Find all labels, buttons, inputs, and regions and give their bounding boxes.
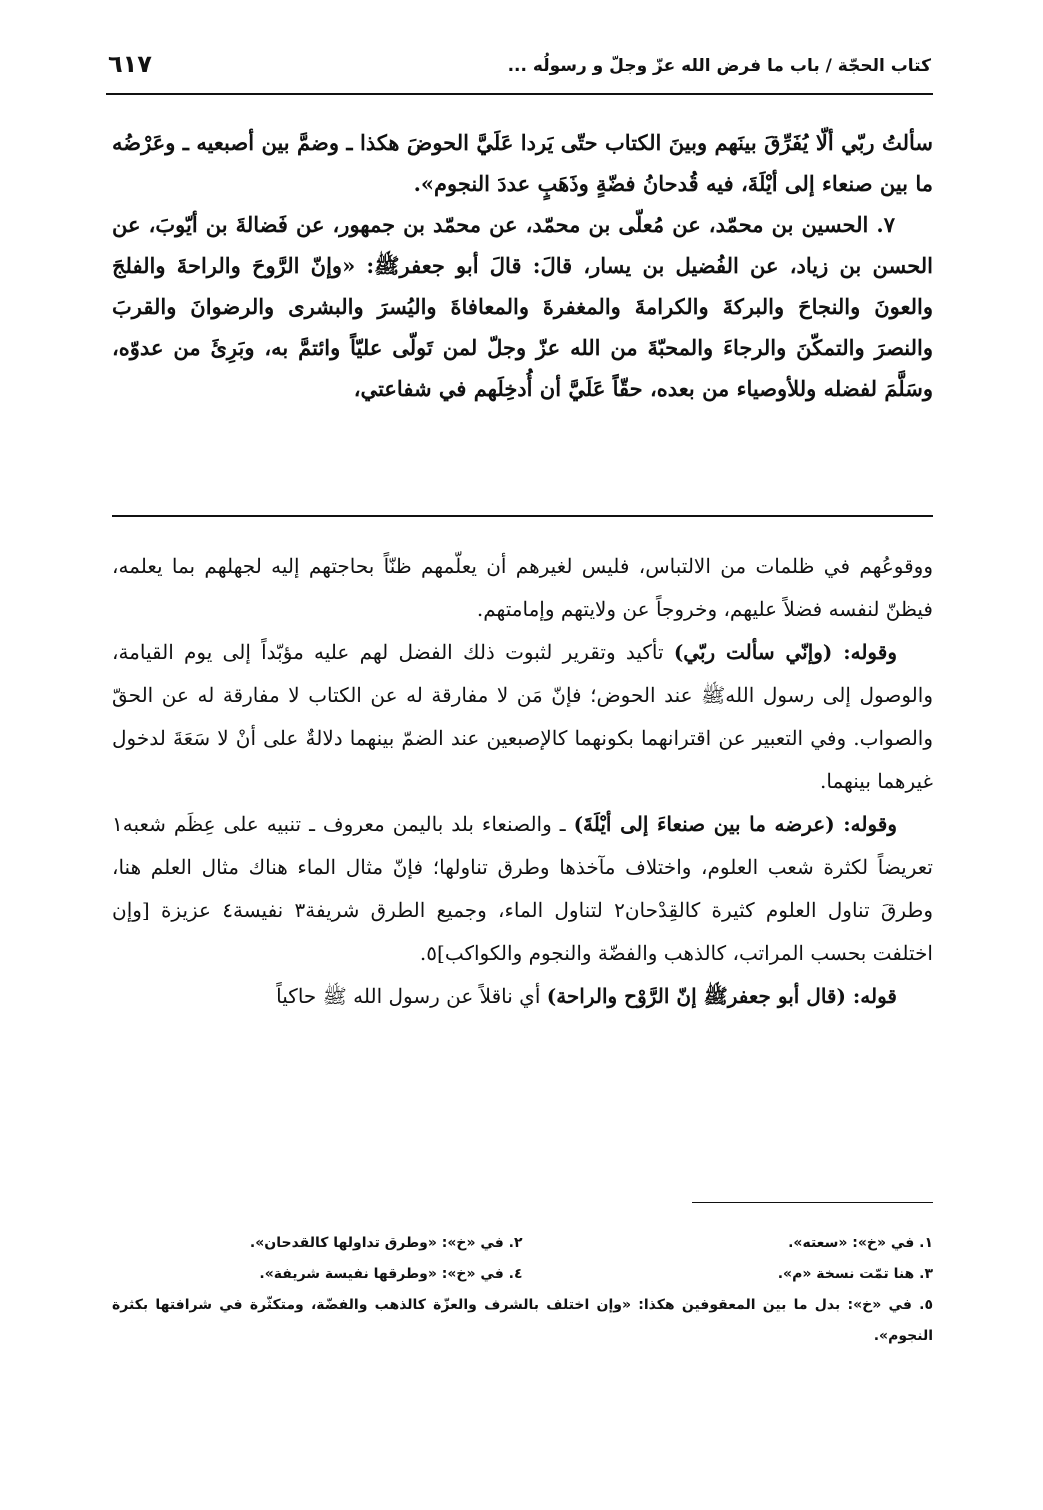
footnote-row-1 — [112, 1228, 933, 1259]
commentary-text — [112, 545, 933, 1018]
footnote-row-2 — [112, 1259, 933, 1290]
hadith-paragraph-2: ٧. الحسين بن محمّد، عن مُعلّى بن محمّد، عن محمّد بن جمهور، عن فَضالةَ بن أيّوبَ، عن الحسن بن زياد، عن الفُضيل بن يسار، قالَ: قالَ أبو جعفرﷺ: «وإنّ الرَّوحَ والراحةَ والفلجَ والعونَ والنجاحَ والبركةَ والكرامةَ والمغفرةَ والمعافاةَ واليُسرَ والبشرى والرضوانَ والقربَ والنصرَ والتمكّنَ والرجاءَ والمحبّةَ من الله عزّ وجلّ لمن تَولّى عليّاً وائتمَّ به، وبَرِئَ من عدوّه، وسَلَّمَ لفضله وللأوصياء من بعده، حقّاً عَلَيَّ أن أُدخِلَهم في شفاعتي، — [112, 212, 933, 401]
section-divider — [112, 515, 933, 517]
commentary-paragraph-4 — [112, 975, 933, 1018]
hadith-paragraph-1: سألتُ ربّي ألّا يُفَرِّقَ بينَهم وبينَ الكتاب حتّى يَردا عَلَيَّ الحوضَ هكذا ـ وضمَّ بين أصبعيه ـ وعَرْضُه ما بين صنعاء إلى أيْلَةَ، فيه قُدحانُ فضّةٍ وذَهَبٍ عددَ النجوم». — [112, 130, 933, 196]
footnote-1: ١. في «خ»: «سعته». — [788, 1235, 933, 1251]
footnote-rule — [692, 1202, 933, 1203]
running-title: كتاب الحجّة / باب ما فرض الله عزّ وجلّ و رسولُه ... — [507, 56, 931, 76]
hadith-text — [112, 122, 933, 409]
commentary-body-4: أي ناقلاً عن رسول الله ﷺ حاكياً — [276, 984, 547, 1008]
commentary-body-2: تأكيد وتقرير لثبوت ذلك الفضل لهم عليه مؤبّداً إلى يوم القيامة، والوصول إلى رسول اللهﷺ عند الحوض؛ فإنّ مَن لا مفارقة له عن الكتاب لا مفارقة له عن الحقّ والصواب. وفي التعبير عن اقترانهما بكونهما كالإصبعين عند الضمّ بينهما دلالةٌ على أنْ لا سَعَةَ لدخول غيرهما بينهما. — [112, 640, 933, 793]
header-rule — [106, 93, 933, 95]
commentary-lead-4: قوله: (قال أبو جعفرﷺ إنّ الرَّوْح والراحة) — [546, 984, 897, 1008]
commentary-lead-2: وقوله: (وإنّي سألت ربّي) — [673, 640, 897, 664]
footnote-4: ٤. في «خ»: «وطرقها نفيسة شريفة». — [259, 1266, 523, 1282]
commentary-paragraph-2 — [112, 631, 933, 803]
commentary-lead-3: وقوله: (عرضه ما بين صنعاءَ إلى أيْلَةَ) — [573, 812, 897, 836]
footnotes — [112, 1228, 933, 1352]
commentary-paragraph-3 — [112, 803, 933, 975]
commentary-body-3: ـ والصنعاء بلد باليمن معروف ـ تنبيه على عِظَم شعبه١ تعريضاً لكثرة شعب العلوم، واختلاف مآخذها وطرق تناولها؛ فإنّ مثال الماء هناك مثال العلم هنا، وطرقَ تناول العلوم كثيرة كالقِدْحان٢ لتناول الماء، وجميع الطرق شريفة٣ نفيسة٤ عزيزة [وإن اختلفت بحسب المراتب، كالذهب والفضّة والنجوم والكواكب]٥. — [112, 812, 934, 965]
footnote-2: ٢. في «خ»: «وطرق تداولها كالقدحان». — [249, 1235, 523, 1251]
commentary-paragraph-1: ووقوعُهم في ظلمات من الالتباس، فليس لغيرهم أن يعلّمهم ظنّاً بحاجتهم إليه لجهلهم بما يعلمه، فيظنّ لنفسه فضلاً عليهم، وخروجاً عن ولايتهم وإمامتهم. — [112, 554, 933, 621]
page-number: ٦١٧ — [108, 50, 152, 78]
running-header — [108, 48, 931, 88]
footnote-5: ٥. في «خ»: بدل ما بين المعقوفين هكذا: «وإن اختلف بالشرف والعزّة كالذهب والفضّة، ومتكثّرة في شرافتها بكثرة النجوم». — [112, 1297, 933, 1344]
footnote-3: ٣. هنا تمّت نسخة «م». — [777, 1266, 933, 1282]
